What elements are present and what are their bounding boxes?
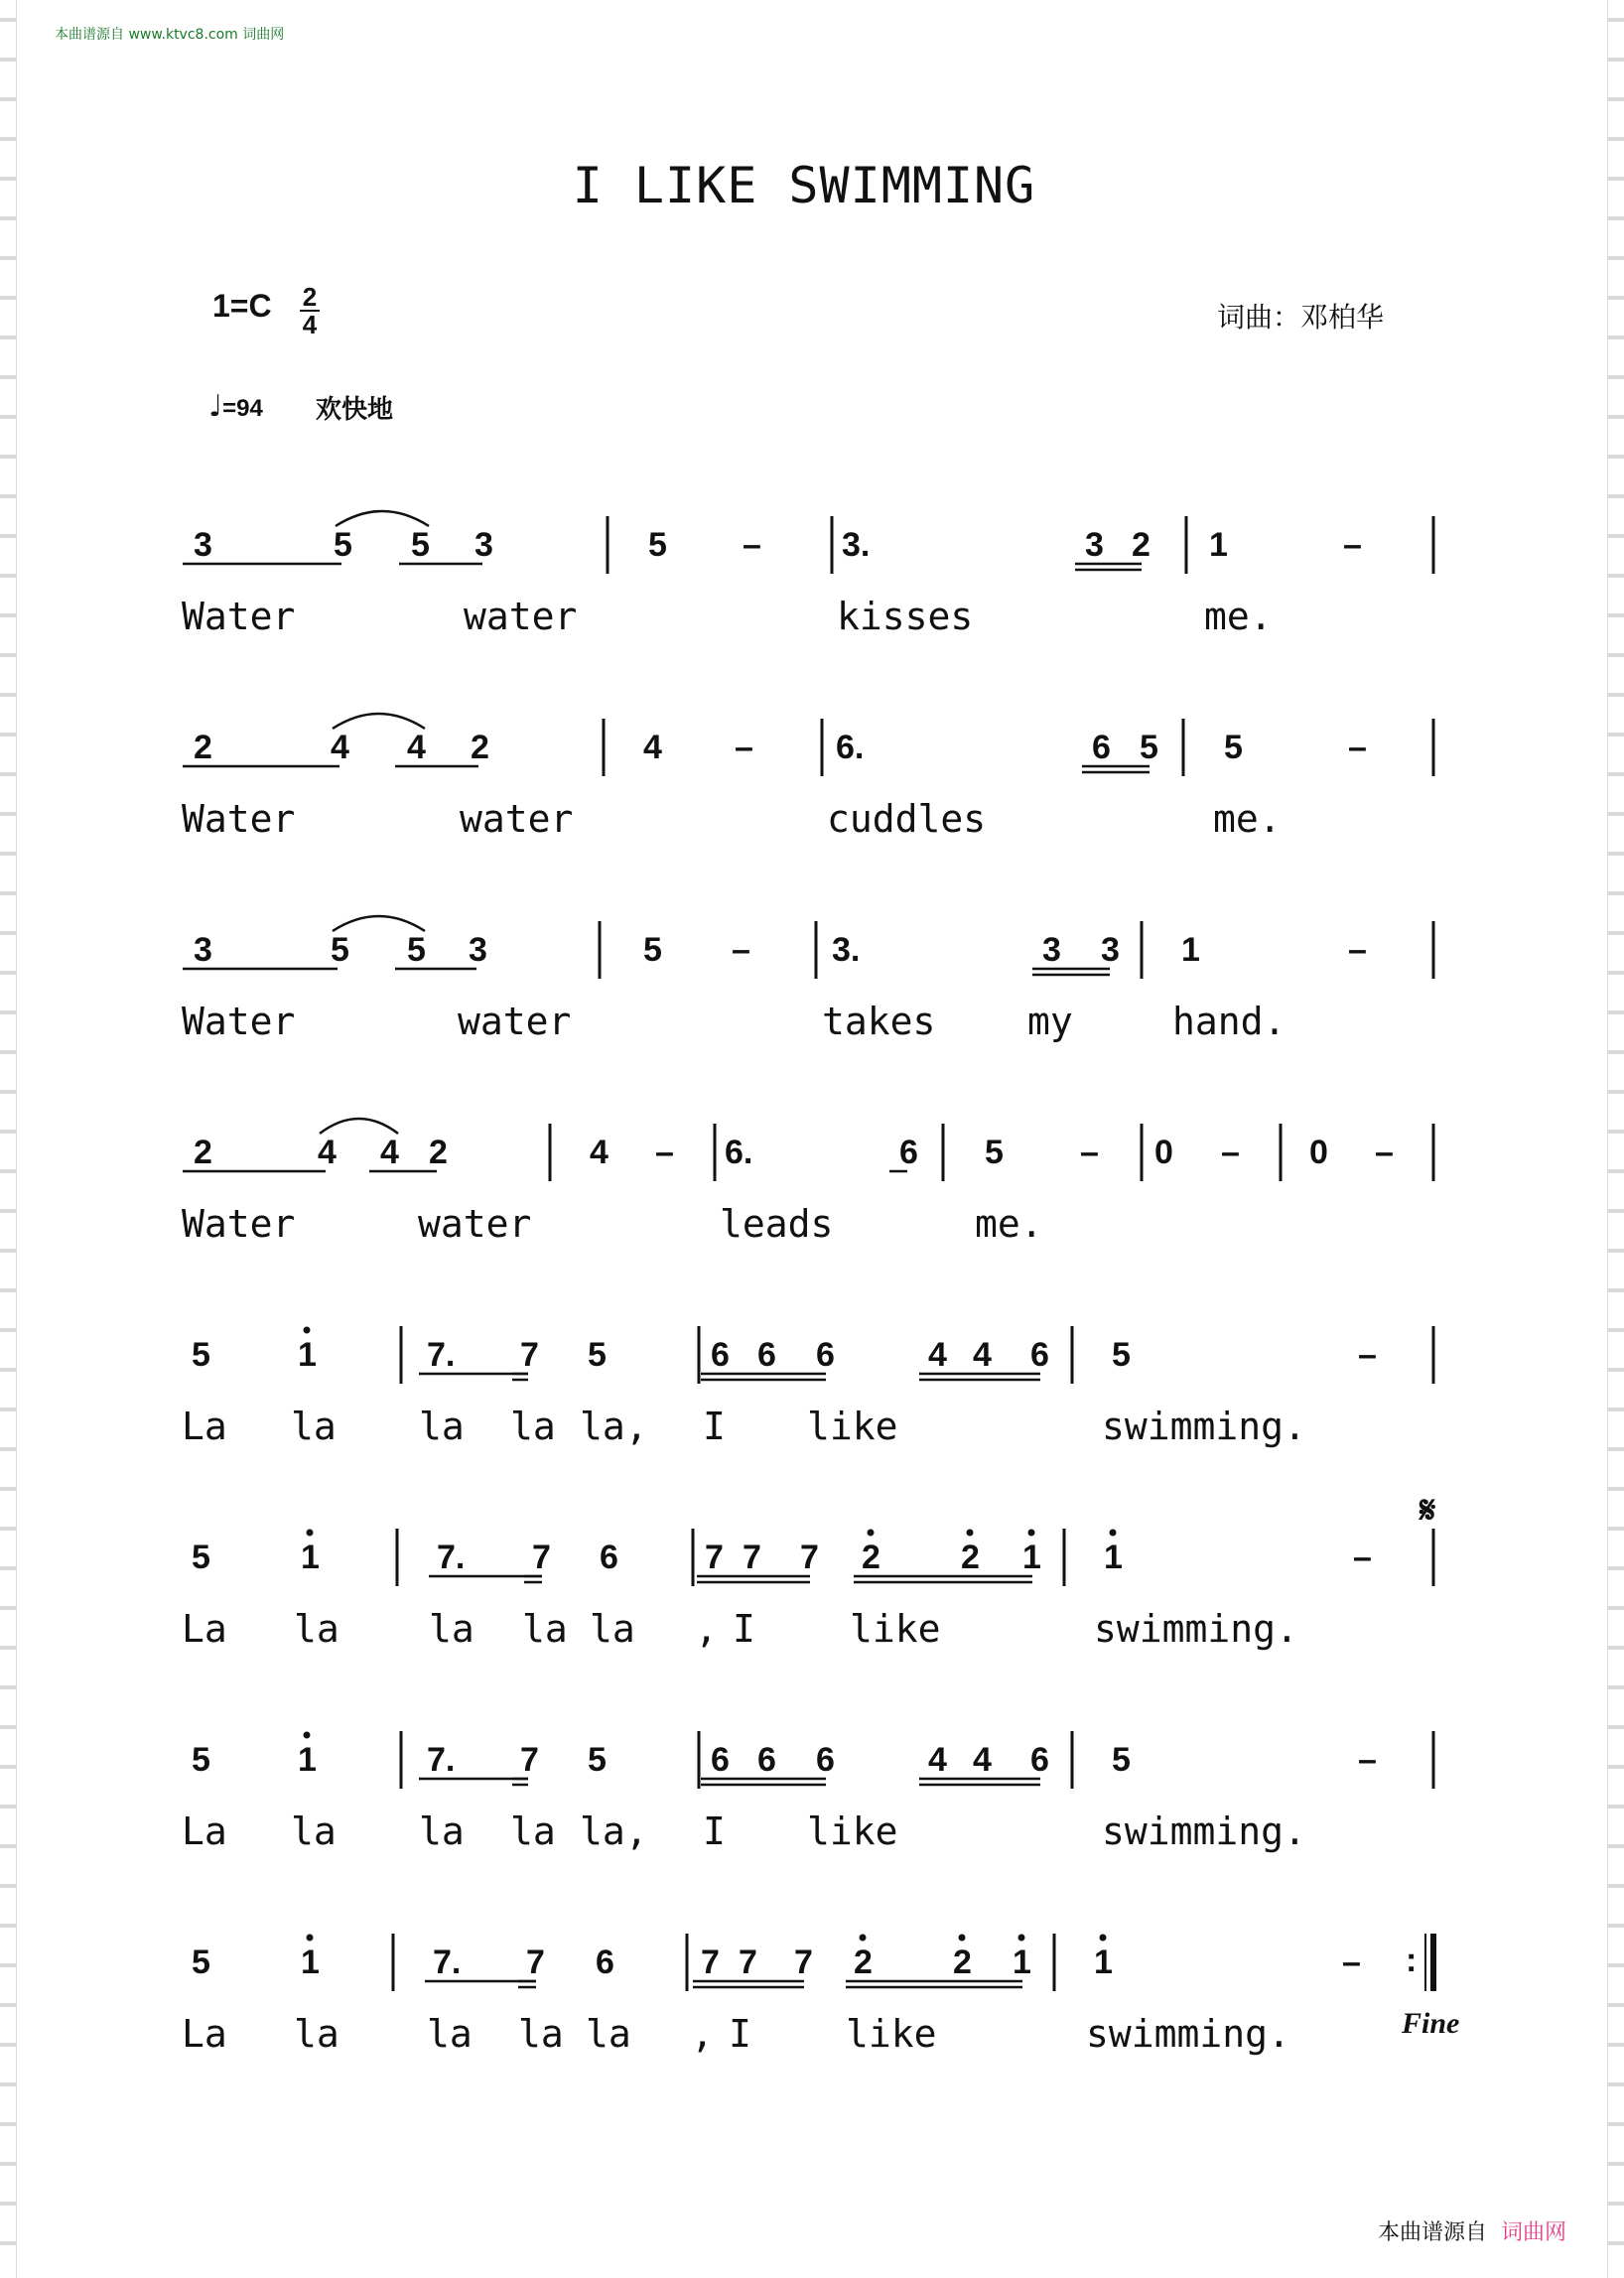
lyric-1-2: water [464, 595, 578, 638]
lyric-5-7: like [807, 1405, 898, 1448]
note-2-2: 4 [331, 729, 349, 766]
expression-marking: 欢快地 [316, 395, 394, 425]
note-7-11: 6 [1030, 1741, 1049, 1779]
lyric-1-3: kisses [837, 595, 974, 638]
note-5-3: 7. [427, 1336, 456, 1374]
note-4-5: 4 [590, 1134, 609, 1171]
note-7-4: 7 [520, 1741, 539, 1779]
tie-arc [333, 714, 425, 729]
note-2-8: 6 [1092, 729, 1111, 766]
lyric-1-4: me. [1204, 595, 1273, 638]
note-1-6: – [743, 526, 761, 564]
note-8-7: 7 [739, 1943, 757, 1981]
note-8-1: 5 [192, 1943, 210, 1981]
octave-dot [1018, 1935, 1025, 1942]
fine-marking: Fine [1402, 2007, 1460, 2040]
note-8-8: 7 [794, 1943, 813, 1981]
note-6-6: 7 [705, 1539, 724, 1576]
lyric-7-3: la [419, 1809, 465, 1853]
lyric-6-9: swimming. [1094, 1607, 1298, 1651]
note-3-5: 5 [643, 931, 662, 969]
lyric-5-6: I [703, 1405, 726, 1448]
lyric-7-4: la [510, 1809, 556, 1853]
lyric-6-3: la [429, 1607, 474, 1651]
time-signature-top: 2 [302, 282, 318, 312]
lyric-3-2: water [458, 1000, 572, 1043]
lyric-6-8: like [850, 1607, 941, 1651]
note-5-11: 6 [1030, 1336, 1049, 1374]
note-1-4: 3 [474, 526, 493, 564]
note-6-3: 7. [437, 1539, 466, 1576]
lyric-3-4: my [1027, 1000, 1073, 1043]
lyric-8-5: la [586, 2012, 631, 2056]
note-1-7: 3. [842, 526, 871, 564]
note-6-7: 7 [743, 1539, 761, 1576]
note-1-9: 2 [1132, 526, 1150, 564]
lyric-5-3: la [419, 1405, 465, 1448]
lyric-6-1: La [182, 1607, 227, 1651]
footer-credit [1378, 2215, 1566, 2246]
note-3-7: 3. [832, 931, 861, 969]
note-8-13: – [1342, 1943, 1361, 1981]
note-4-3: 4 [380, 1134, 399, 1171]
note-1-2: 5 [334, 526, 352, 564]
note-7-12: 5 [1112, 1741, 1131, 1779]
note-2-11: – [1348, 729, 1367, 766]
lyric-5-8: swimming. [1102, 1405, 1306, 1448]
lyric-7-5: la, [580, 1809, 648, 1853]
note-3-1: 3 [194, 931, 212, 969]
lyric-6-2: la [294, 1607, 339, 1651]
note-8-9: 2 [854, 1943, 873, 1981]
note-6-9: 2 [862, 1539, 880, 1576]
note-4-14: – [1375, 1134, 1394, 1171]
note-2-7: 6. [836, 729, 865, 766]
tie-arc [333, 916, 425, 931]
lyric-6-4: la [522, 1607, 568, 1651]
lyric-7-6: I [703, 1809, 726, 1853]
note-5-8: 6 [816, 1336, 835, 1374]
octave-dot [304, 1327, 311, 1334]
note-8-4: 7 [526, 1943, 545, 1981]
octave-dot [307, 1530, 314, 1537]
note-7-13: – [1358, 1741, 1377, 1779]
octave-dot [860, 1935, 867, 1942]
lyric-5-5: la, [580, 1405, 648, 1448]
note-7-10: 4 [973, 1741, 992, 1779]
lyric-4-4: me. [975, 1202, 1043, 1246]
note-6-10: 2 [961, 1539, 980, 1576]
lyric-4-2: water [418, 1202, 532, 1246]
note-3-4: 3 [469, 931, 487, 969]
note-5-12: 5 [1112, 1336, 1131, 1374]
note-7-8: 6 [816, 1741, 835, 1779]
footer-source-text: 本曲谱源自 [1377, 2220, 1487, 2245]
lyric-8-2: la [294, 2012, 339, 2056]
octave-dot [959, 1935, 966, 1942]
tie-arc [320, 1119, 398, 1134]
lyric-2-2: water [460, 797, 574, 841]
lyric-3-1: Water [182, 1000, 296, 1043]
footer-brand: 词曲网 [1500, 2220, 1566, 2245]
note-6-12: 1 [1104, 1539, 1123, 1576]
note-4-4: 2 [429, 1134, 448, 1171]
octave-dot [307, 1935, 314, 1942]
note-1-1: 3 [194, 526, 212, 564]
note-3-11: – [1348, 931, 1367, 969]
note-4-13: 0 [1309, 1134, 1328, 1171]
source-watermark: 本曲谱源自 www.ktvc8.com 词曲网 [55, 27, 285, 43]
note-6-4: 7 [532, 1539, 551, 1576]
note-4-7: 6. [725, 1134, 753, 1171]
lyric-4-3: leads [720, 1202, 834, 1246]
note-8-3: 7. [433, 1943, 462, 1981]
note-5-9: 4 [928, 1336, 947, 1374]
lyric-6-6: , [695, 1607, 718, 1651]
lyric-7-2: la [291, 1809, 337, 1853]
note-2-6: – [735, 729, 753, 766]
lyric-8-1: La [182, 2012, 227, 2056]
song-title: I LIKE SWIMMING [572, 157, 1036, 214]
note-8-5: 6 [596, 1943, 614, 1981]
lyric-8-8: like [846, 2012, 937, 2056]
note-5-2: 1 [298, 1336, 317, 1374]
note-4-1: 2 [194, 1134, 212, 1171]
note-8-2: 1 [301, 1943, 320, 1981]
note-2-3: 4 [407, 729, 426, 766]
lyric-3-5: hand. [1172, 1000, 1286, 1043]
note-1-8: 3 [1085, 526, 1104, 564]
note-6-2: 1 [301, 1539, 320, 1576]
repeat-dots: : [1406, 1942, 1418, 1979]
lyric-5-2: la [291, 1405, 337, 1448]
note-7-6: 6 [711, 1741, 730, 1779]
octave-dot [304, 1732, 311, 1739]
note-6-13: – [1353, 1539, 1372, 1576]
note-3-9: 3 [1101, 931, 1120, 969]
note-6-8: 7 [800, 1539, 819, 1576]
lyric-4-1: Water [182, 1202, 296, 1246]
lyric-3-3: takes [822, 1000, 936, 1043]
note-5-5: 5 [588, 1336, 607, 1374]
note-8-12: 1 [1094, 1943, 1113, 1981]
note-4-8: 6 [899, 1134, 918, 1171]
note-7-7: 6 [757, 1741, 776, 1779]
lyric-5-4: la [510, 1405, 556, 1448]
lyric-2-1: Water [182, 797, 296, 841]
note-7-1: 5 [192, 1741, 210, 1779]
note-1-5: 5 [648, 526, 667, 564]
note-5-1: 5 [192, 1336, 210, 1374]
composer-credit: 词曲：邓柏华 [1217, 301, 1385, 334]
note-4-9: 5 [985, 1134, 1004, 1171]
note-5-10: 4 [973, 1336, 992, 1374]
note-3-6: – [732, 931, 750, 969]
note-2-1: 2 [194, 729, 212, 766]
note-4-11: 0 [1154, 1134, 1173, 1171]
lyric-8-3: la [427, 2012, 473, 2056]
note-3-3: 5 [407, 931, 426, 969]
tie-arc [336, 511, 429, 526]
note-6-1: 5 [192, 1539, 210, 1576]
lyric-8-6: , [691, 2012, 714, 2056]
note-8-11: 1 [1013, 1943, 1031, 1981]
note-4-12: – [1221, 1134, 1240, 1171]
note-1-10: 1 [1209, 526, 1228, 564]
lyric-6-7: I [733, 1607, 755, 1651]
lyric-8-7: I [729, 2012, 751, 2056]
note-5-4: 7 [520, 1336, 539, 1374]
note-6-5: 6 [600, 1539, 618, 1576]
quarter-note-icon: ♩ [208, 389, 223, 424]
time-signature-bottom: 4 [302, 310, 318, 339]
segno-icon: 𝄋 [1420, 1488, 1436, 1532]
lyric-2-3: cuddles [827, 797, 987, 841]
note-7-2: 1 [298, 1741, 317, 1779]
note-2-4: 2 [471, 729, 489, 766]
note-2-9: 5 [1140, 729, 1158, 766]
lyric-8-4: la [518, 2012, 564, 2056]
lyric-7-8: swimming. [1102, 1809, 1306, 1853]
lyric-5-1: La [182, 1405, 227, 1448]
octave-dot [868, 1530, 875, 1537]
key-signature: 1=C [212, 288, 272, 324]
note-4-10: – [1080, 1134, 1099, 1171]
octave-dot [1100, 1935, 1107, 1942]
note-8-10: 2 [953, 1943, 972, 1981]
note-5-7: 6 [757, 1336, 776, 1374]
lyric-7-1: La [182, 1809, 227, 1853]
note-2-10: 5 [1224, 729, 1243, 766]
lyric-2-4: me. [1213, 797, 1282, 841]
note-1-11: – [1343, 526, 1362, 564]
note-7-3: 7. [427, 1741, 456, 1779]
note-2-5: 4 [643, 729, 662, 766]
tempo-value: =94 [222, 395, 263, 422]
octave-dot [1028, 1530, 1035, 1537]
note-5-13: – [1358, 1336, 1377, 1374]
lyric-7-7: like [807, 1809, 898, 1853]
octave-dot [1110, 1530, 1117, 1537]
note-4-2: 4 [318, 1134, 337, 1171]
note-7-9: 4 [928, 1741, 947, 1779]
note-4-6: – [655, 1134, 674, 1171]
lyric-1-1: Water [182, 595, 296, 638]
note-6-11: 1 [1022, 1539, 1041, 1576]
lyric-8-9: swimming. [1086, 2012, 1290, 2056]
note-3-8: 3 [1042, 931, 1061, 969]
lyric-6-5: la [590, 1607, 635, 1651]
note-3-2: 5 [331, 931, 349, 969]
octave-dot [967, 1530, 974, 1537]
note-1-3: 5 [411, 526, 430, 564]
note-8-6: 7 [701, 1943, 720, 1981]
note-3-10: 1 [1181, 931, 1200, 969]
note-5-6: 6 [711, 1336, 730, 1374]
note-7-5: 5 [588, 1741, 607, 1779]
